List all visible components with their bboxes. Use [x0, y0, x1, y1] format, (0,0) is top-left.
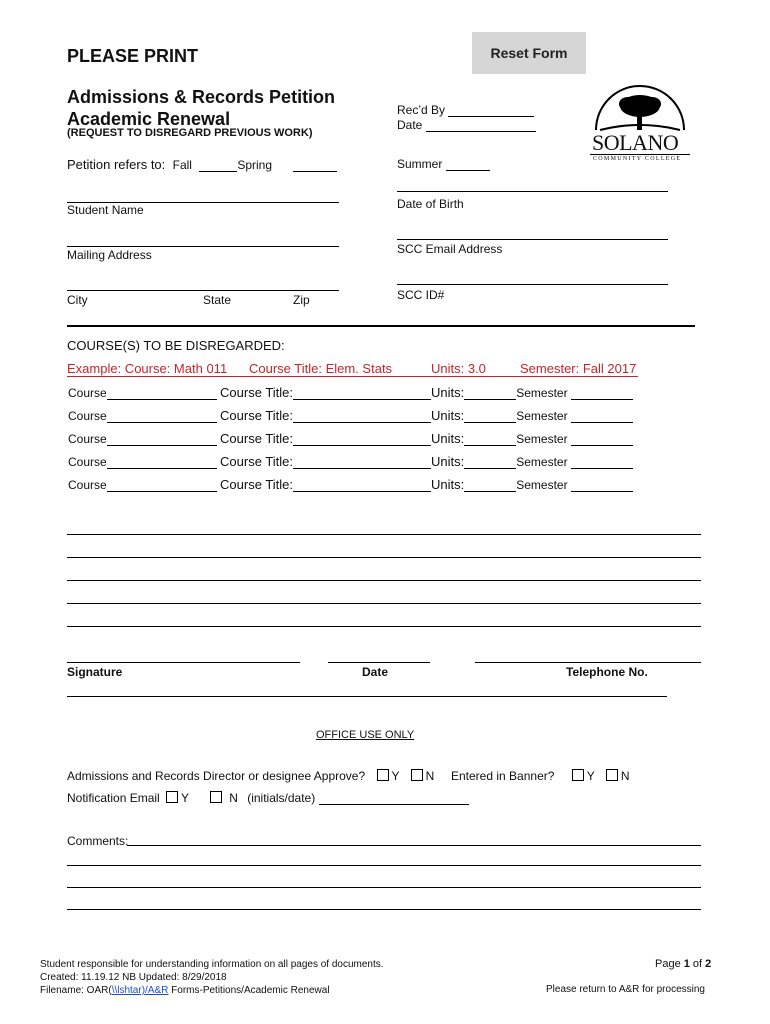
initials-field[interactable] [319, 792, 469, 805]
spring-label: Spring [237, 158, 272, 172]
petition-label: Petition refers to: [67, 157, 166, 172]
course-row: Course Course Title: Units: Semester [68, 454, 633, 469]
city-label: City [67, 293, 88, 307]
email-field[interactable] [397, 239, 668, 240]
course-row: Course Course Title: Units: Semester [68, 477, 633, 492]
recd-by-label: Rec’d By [397, 103, 446, 117]
signature-divider [67, 696, 667, 697]
course-field[interactable] [107, 479, 217, 492]
footer-created: Created: 11.19.12 NB Updated: 8/29/2018 [40, 972, 227, 983]
mailing-address-field[interactable] [67, 246, 339, 247]
banner-no-checkbox[interactable] [606, 769, 618, 781]
city-state-zip-field[interactable] [67, 290, 339, 291]
email-label: SCC Email Address [397, 242, 503, 256]
units-field[interactable] [464, 410, 516, 423]
footer-filename: Filename: OAR(\\lshtar)/A&R Forms-Petitions/Academic Renewal [40, 985, 330, 996]
filename-link[interactable]: \\lshtar)/A&R [111, 985, 169, 996]
notification-yes-label: Y [181, 791, 189, 805]
approve-yes-label: Y [391, 769, 400, 783]
notification-label: Notification Email [67, 791, 160, 805]
section-divider [67, 325, 695, 327]
student-name-label: Student Name [67, 203, 144, 217]
solano-logo [590, 84, 690, 164]
form-description: (REQUEST TO DISREGARD PREVIOUS WORK) [67, 127, 313, 139]
page-number: Page 1 of 2 [655, 958, 712, 970]
course-row: Course Course Title: Units: Semester [68, 385, 633, 400]
notes-line[interactable] [67, 626, 701, 627]
banner-yes-checkbox[interactable] [572, 769, 584, 781]
units-field[interactable] [464, 387, 516, 400]
scc-id-label: SCC ID# [397, 288, 445, 302]
semester-field[interactable] [571, 456, 633, 469]
comments-line[interactable] [67, 865, 701, 866]
course-field[interactable] [107, 387, 217, 400]
spring-field[interactable] [293, 159, 337, 172]
example-course: Example: Course: Math 011 [67, 361, 249, 377]
approve-yes-checkbox[interactable] [377, 769, 389, 781]
approve-no-label: N [425, 769, 435, 783]
semester-field[interactable] [571, 410, 633, 423]
notification-yes-checkbox[interactable] [166, 791, 178, 803]
course-row: Course Course Title: Units: Semester [68, 408, 633, 423]
logo-wordmark: SOLANO [592, 130, 679, 155]
dob-label: Date of Birth [397, 197, 464, 211]
fall-field[interactable] [199, 159, 237, 172]
telephone-label: Telephone No. [566, 665, 648, 679]
banner-no-label: N [620, 769, 630, 783]
units-field[interactable] [464, 456, 516, 469]
approve-label: Admissions and Records Director or designee Approve? [67, 769, 366, 783]
summer-field[interactable] [446, 158, 490, 171]
banner-yes-label: Y [586, 769, 595, 783]
office-use-heading: OFFICE USE ONLY [316, 729, 415, 741]
course-title-field[interactable] [293, 456, 431, 469]
course-field[interactable] [107, 410, 217, 423]
notification-no-label: N [229, 791, 238, 805]
course-field[interactable] [107, 433, 217, 446]
signature-date-field[interactable] [328, 662, 430, 663]
signature-date-label: Date [362, 665, 389, 679]
semester-field[interactable] [571, 479, 633, 492]
state-label: State [203, 293, 232, 307]
notification-no-checkbox[interactable] [210, 791, 222, 803]
course-title-field[interactable] [293, 410, 431, 423]
comments-line[interactable] [67, 887, 701, 888]
approve-no-checkbox[interactable] [411, 769, 423, 781]
course-title-field[interactable] [293, 433, 431, 446]
form-title: Admissions & Records Petition [67, 87, 336, 107]
banner-label: Entered in Banner? [451, 769, 555, 783]
summer-label: Summer [397, 157, 443, 171]
comments-line[interactable] [67, 909, 701, 910]
form-subtitle-renewal: Academic Renewal [67, 109, 231, 129]
recd-by-field[interactable] [448, 104, 534, 117]
notes-line[interactable] [67, 557, 701, 558]
example-units: Units: 3.0 [431, 361, 520, 377]
dob-field[interactable] [397, 191, 668, 192]
telephone-field[interactable] [475, 662, 701, 663]
office-date-label: Date [397, 118, 423, 132]
semester-field[interactable] [571, 433, 633, 446]
mailing-address-label: Mailing Address [67, 248, 152, 262]
units-field[interactable] [464, 433, 516, 446]
scc-id-field[interactable] [397, 284, 668, 285]
initials-label: (initials/date) [247, 791, 316, 805]
notes-line[interactable] [67, 534, 701, 535]
signature-label: Signature [67, 665, 123, 679]
comments-label: Comments: [67, 834, 129, 848]
course-title-field[interactable] [293, 387, 431, 400]
units-field[interactable] [464, 479, 516, 492]
office-date-field[interactable] [426, 119, 536, 132]
return-note: Please return to A&R for processing [546, 984, 705, 995]
reset-form-button[interactable]: Reset Form [472, 32, 586, 74]
tree-emblem-icon [590, 84, 690, 136]
example-title: Course Title: Elem. Stats [249, 361, 431, 377]
fall-label: Fall [172, 158, 192, 172]
please-print-heading: PLEASE PRINT [67, 46, 199, 66]
course-row: Course Course Title: Units: Semester [68, 431, 633, 446]
course-title-field[interactable] [293, 479, 431, 492]
notes-line[interactable] [67, 580, 701, 581]
course-field[interactable] [107, 456, 217, 469]
comments-line[interactable] [127, 845, 701, 846]
logo-tagline: COMMUNITY COLLEGE [593, 156, 682, 162]
footer-notice: Student responsible for understanding information on all pages of documents. [40, 959, 384, 970]
semester-field[interactable] [571, 387, 633, 400]
zip-label: Zip [293, 293, 310, 307]
signature-field[interactable] [67, 662, 300, 663]
courses-heading: COURSE(S) TO BE DISREGARDED: [67, 338, 285, 353]
example-semester: Semester: Fall 2017 [520, 361, 637, 376]
notes-line[interactable] [67, 603, 701, 604]
